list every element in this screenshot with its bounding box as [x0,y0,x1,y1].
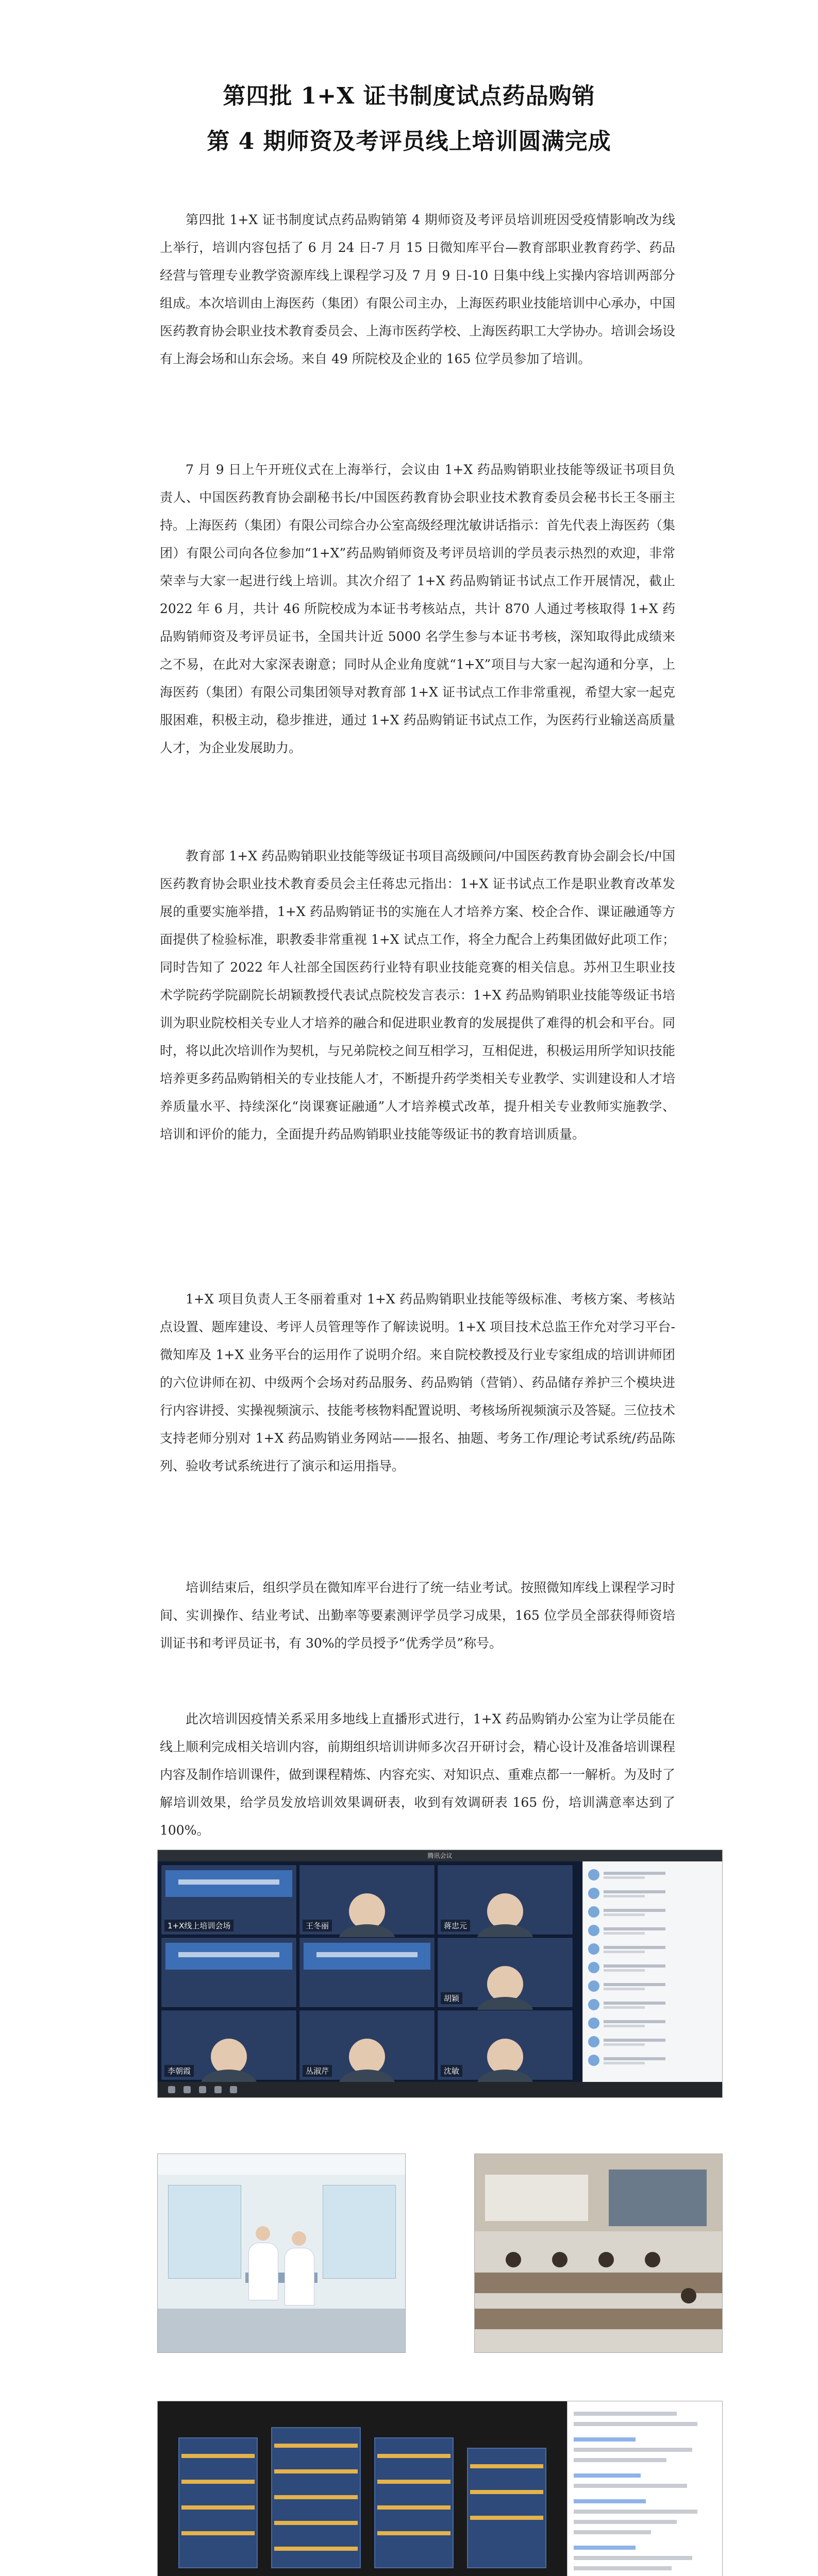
chat-message [574,2458,666,2462]
person-coat [248,2243,278,2300]
list-item [588,2035,717,2049]
title-line-1: 第四批 1+X 证书制度试点药品购销 [223,83,595,109]
title-line-2: 第 4 期师资及考评员线上培训圆满完成 [207,128,611,155]
video-tile [161,1937,297,2008]
slide-thumbnail [165,1943,292,1970]
list-item [588,1868,717,1882]
list-item [588,1942,717,1956]
storage-rack [374,2437,454,2568]
participant-name: 1+X线上培训会场 [164,1920,233,1931]
list-item [588,1905,717,1919]
person-head [552,2252,567,2267]
chat-message [574,2422,697,2426]
chat-message [574,2520,677,2524]
chat-message [574,2530,651,2534]
participant-avatar [487,1966,523,2002]
chat-icon [214,2086,222,2093]
storage-rack [271,2427,361,2568]
lab-training-photo [157,2154,406,2353]
video-tile [437,1937,573,2008]
camera-icon [183,2086,191,2093]
meeting-control-bar [158,2082,722,2097]
chat-message [574,2546,636,2550]
chat-message [574,2556,692,2560]
video-tile [437,2010,573,2080]
glass-cabinet [323,2185,396,2279]
chat-message [574,2448,692,2452]
meeting-window-title: 腾讯会议 [158,1850,722,1861]
paragraph-6: 此次培训因疫情关系采用多地线上直播形式进行，1+X 药品购销办公室为让学员能在线上顺利完成相关培训内容，前期组织培训讲师多次召开研讨会，精心设计及准备培训课程内容及制作培训课件，做到课程精炼、内容充实、对知识点、重难点都一一解析。为及时了解培训效果，给学员发放培训效果调研表，收到有效调研表 165 份，培训满意率达到了 100%。 [160,1711,676,1838]
meeting-screenshot [157,1850,723,2098]
person-head [292,2231,306,2246]
record-icon [230,2086,237,2093]
participant-avatar [211,2039,247,2075]
participant-name: 李朝霞 [164,2065,194,2077]
video-tile [437,1865,573,1935]
list-item [588,1997,717,2012]
paragraph-1: 第四批 1+X 证书制度试点药品购销第 4 期师资及考评员培训班因受疫情影响改为线上举行，培训内容包括了 6 月 24 日-7 月 15 日微知库平台—教育部职业教育药学、药品经营与管理专业教学资源库线上课程学习及 7 月 9 日-10 日集中线上实操内容培训两部分组成。本次培训由上海医药（集团）有限公司主办，上海医药职业技能培训中心承办，中国医药教育协会职业技术教育委员会、上海市医药学校、上海医药职工大学协办。培训会场设有上海会场和山东会场。来自 49 所院校及企业的 165 位学员参加了培训。 [160,212,676,366]
person-coat [285,2248,314,2306]
list-item [588,1923,717,1938]
video-tile [299,2010,435,2080]
mic-icon [168,2086,175,2093]
chat-message [574,2499,646,2503]
floor [158,2309,405,2352]
list-item [588,1960,717,1975]
storage-rack [178,2437,258,2568]
paragraph-3: 教育部 1+X 药品购销职业技能等级证书项目高级顾问/中国医药教育协会副会长/中国医药教育协会职业技术教育委员会主任蒋忠元指出：1+X 证书试点工作是职业教育改革发展的重要实施举措，1+X 药品购销证书的实施在人才培养方案、校企合作、课证融通等方面提供了检验标准，职教委非常重视 1+X 试点工作，将全力配合上药集团做好此项工作；同时告知了 2022 年人社部全国医药行业特有职业技能竞赛的相关信息。苏州卫生职业技术学院药学院副院长胡颖教授代表试点院校发言表示：1+X 药品购销职业技能等级证书培训为职业院校相关专业人才培养的融合和促进职业教育的发展提供了难得的机会和平台。同时，将以此次培训作为契机，与兄弟院校之间互相学习，互相促进，积极运用所学知识技能培养更多药品购销相关的专业技能人才，不断提升药学类相关专业教学、实训建设和人才培养质量水平、持续深化“岗课赛证融通”人才培养模式改革，提升相关专业教师实施教学、培训和评价的能力，全面提升药品购销职业技能等级证书的教育培训质量。 [160,849,676,1142]
person-head [598,2252,614,2267]
display-screen [609,2170,707,2226]
list-item [588,2053,717,2067]
participant-avatar [487,1893,523,1929]
share-icon [199,2086,206,2093]
warehouse-livestream-screenshot [157,2401,723,2576]
participant-avatar [349,2039,385,2075]
participant-name: 胡颖 [441,1992,462,2004]
slide-thumbnail [304,1943,430,1970]
chat-message [574,2566,672,2570]
chat-panel [567,2401,722,2576]
classroom-photo [474,2154,723,2353]
storage-rack [467,2448,546,2568]
person-head [645,2252,660,2267]
person-head [681,2288,696,2303]
participant-name: 王冬丽 [303,1920,332,1931]
chat-message [574,2437,636,2442]
video-tile [299,1865,435,1935]
person-head [256,2226,270,2241]
whiteboard [485,2175,588,2221]
chat-message [574,2510,697,2514]
participant-name: 沈敏 [441,2065,462,2077]
list-item [588,1886,717,1901]
paragraph-2: 7 月 9 日上午开班仪式在上海举行，会议由 1+X 药品购销职业技能等级证书项目负责人、中国医药教育协会副秘书长/中国医药教育协会职业技术教育委员会秘书长王冬丽主持。上海医药（集团）有限公司综合办公室高级经理沈敏讲话指示：首先代表上海医药（集团）有限公司向各位参加“1+X”药品购销师资及考评员培训的学员表示热烈的欢迎，非常荣幸与大家一起进行线上培训。其次介绍了 1+X 药品购销证书试点工作开展情况，截止 2022 年 6 月，共计 46 所院校成为本证书考核站点，共计 870 人通过考核取得 1+X 药品购销师资及考评员证书，全国共计近 5000 名学生参与本证书考核，深知取得此成绩来之不易，在此对大家深表谢意；同时从企业角度就“1+X”项目与大家一起沟通和分享，上海医药（集团）有限公司集团领导对教育部 1+X 证书试点工作非常重视，希望大家一起克服困难，积极主动，稳步推进，通过 1+X 药品购销证书试点工作，为医药行业输送高质量人才，为企业发展助力。 [160,462,676,755]
person-head [506,2252,521,2267]
video-tile [161,1865,297,1935]
participant-list-panel [582,1861,722,2082]
participant-name: 蒋忠元 [441,1920,470,1931]
list-item [588,1979,717,1993]
chat-message [574,2484,687,2488]
participant-name: 丛淑芹 [303,2065,332,2077]
slide-thumbnail [165,1870,292,1897]
desk-row [475,2309,722,2329]
list-item [588,2016,717,2030]
paragraph-5: 培训结束后，组织学员在微知库平台进行了统一结业考试。按照微知库线上课程学习时间、实训操作、结业考试、出勤率等要素测评学员学习成果，165 位学员全部获得师资培训证书和考评员证书，有 30%的学员授予“优秀学员”称号。 [160,1580,676,1651]
glass-cabinet [168,2185,241,2279]
participant-avatar [349,1893,385,1929]
chat-message [574,2473,641,2478]
video-tile [161,2010,297,2080]
chat-message [574,2412,677,2416]
participant-avatar [487,2039,523,2075]
video-tile [299,1937,435,2008]
paragraph-4: 1+X 项目负责人王冬丽着重对 1+X 药品购销职业技能等级标准、考核方案、考核站点设置、题库建设、考评人员管理等作了解读说明。1+X 项目技术总监王作允对学习平台-微知库及 1+X 业务平台的运用作了说明介绍。来自院校教授及行业专家组成的培训讲师团的六位讲师在初、中级两个会场对药品服务、药品购销（营销）、药品储存养护三个模块进行内容讲授、实操视频演示、技能考核物料配置说明、考核场所视频演示及答疑。三位技术支持老师分别对 1+X 药品购销业务网站——报名、抽题、考务工作/理论考试系统/药品陈列、验收考试系统进行了演示和运用指导。 [160,1292,676,1473]
